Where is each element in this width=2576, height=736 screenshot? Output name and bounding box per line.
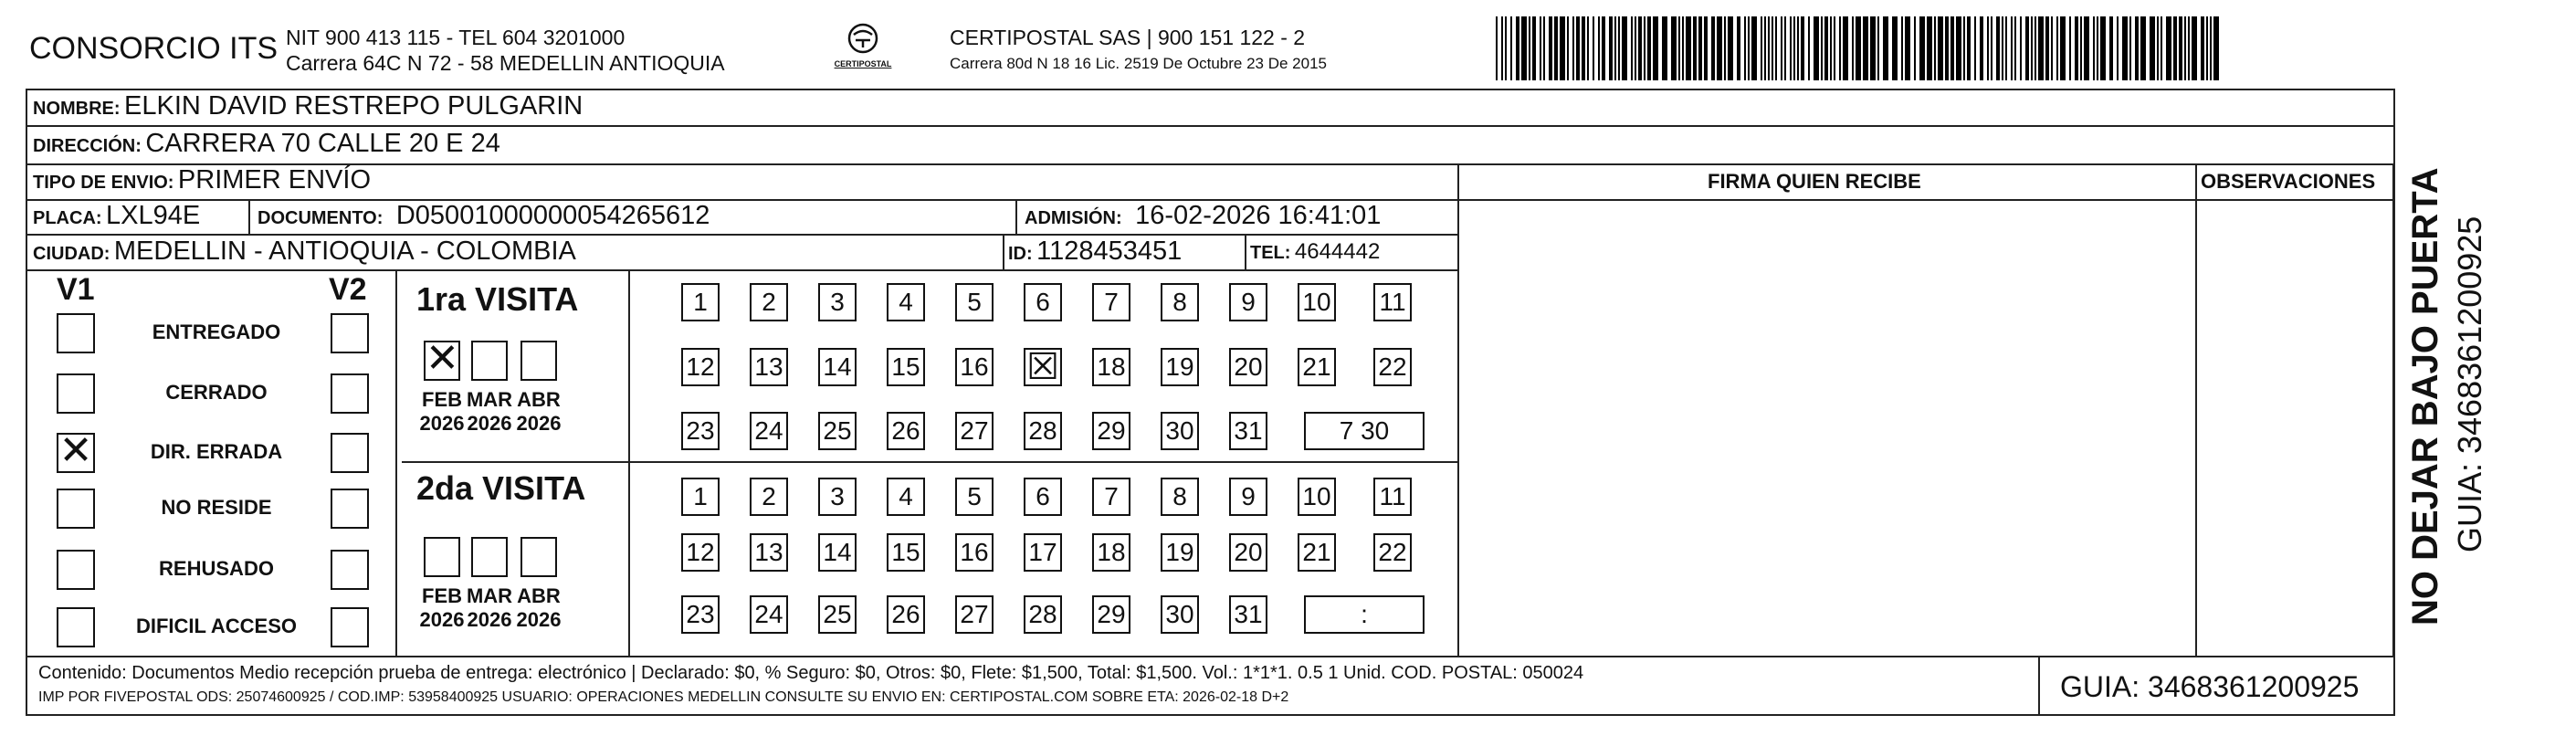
v2-checkbox[interactable] [331,373,369,414]
observaciones-label: OBSERVACIONES [2201,170,2376,193]
barcode-bar [2002,16,2003,80]
barcode-bar [1808,16,1810,80]
barcode-bar [1572,16,1574,80]
tel-label: TEL: [1250,243,1291,263]
day-box[interactable]: 3 [818,283,857,321]
day-box[interactable]: 31 [1229,412,1267,450]
day-box[interactable]: 29 [1092,595,1130,634]
firma-label: FIRMA QUIEN RECIBE [1708,170,1921,193]
day-box[interactable]: 31 [1229,595,1267,634]
year-label: 2026 [516,608,562,631]
barcode-bar [1662,16,1667,80]
year-label: 2026 [516,412,562,435]
month-checkbox[interactable] [520,341,557,381]
v2-checkbox[interactable] [331,607,369,647]
v2-checkbox[interactable] [331,433,369,473]
barcode-bar [1764,16,1766,80]
barcode-bar [2188,16,2190,80]
barcode-bar [1781,16,1782,80]
barcode-bar [1602,16,1605,80]
barcode-bar [2056,16,2058,80]
barcode-bar [2038,16,2044,80]
day-box[interactable]: 22 [1373,533,1412,572]
month-label: MAR [466,388,513,411]
time-box[interactable]: 7 30 [1304,412,1425,450]
day-box[interactable]: 15 [887,348,925,386]
barcode-bar [1991,16,1992,80]
barcode-bar [2140,16,2146,80]
barcode-bar [1905,16,1910,80]
visit2-title: 2da VISITA [416,469,586,507]
barcode-bar [1540,16,1541,80]
month-label: FEB [422,388,462,411]
barcode-bar [1834,16,1835,80]
barcode-bar [1638,16,1642,80]
day-box[interactable]: 10 [1298,283,1336,321]
barcode-bar [1824,16,1828,80]
carrier-line: CERTIPOSTAL SAS | 900 151 122 - 2 [950,26,1306,49]
barcode-bar [1529,16,1530,80]
day-box[interactable]: 19 [1161,348,1199,386]
day-box[interactable]: 11 [1373,478,1412,516]
postal-emblem-icon [843,22,883,55]
day-box[interactable]: 27 [955,595,994,634]
barcode-bar [2129,16,2131,80]
barcode-bar [2080,16,2082,80]
barcode-bar [1934,16,1936,80]
v1-checkbox[interactable] [57,313,95,353]
barcode-bar [2051,16,2053,80]
day-box[interactable]: 5 [955,478,994,516]
barcode-bar [1892,16,1898,80]
day-box[interactable]: 10 [1298,478,1336,516]
day-box[interactable]: 26 [887,412,925,450]
month-checkbox[interactable] [520,537,557,577]
day-box[interactable]: 11 [1373,283,1412,321]
admision-row [1025,201,1381,231]
barcode-bar [2166,16,2171,80]
barcode-bar [1521,16,1527,80]
barcode-bar [1801,16,1804,80]
carrier-address: Carrera 80d N 18 16 Lic. 2519 De Octubre 23 De 2015 [950,55,1327,72]
delivery-form-frame [26,89,2395,716]
barcode-bar [1852,16,1854,80]
barcode-bar [1784,16,1786,80]
company-address: Carrera 64C N 72 - 58 MEDELLIN ANTIOQUIA [286,51,725,75]
barcode-bar [1790,16,1792,80]
barcode-bar [1516,16,1519,80]
barcode-bar [2179,16,2182,80]
documento-row [258,201,710,231]
day-box[interactable]: 5 [955,283,994,321]
barcode-bar [1797,16,1799,80]
barcode-bar [2109,16,2113,80]
year-label: 2026 [467,608,512,631]
barcode-bar [1653,16,1658,80]
month-checkbox[interactable] [471,537,508,577]
nombre-row [33,91,583,121]
barcode-bar [2084,16,2089,80]
barcode-bar [1501,16,1503,80]
day-box[interactable]: 14 [818,533,857,572]
barcode-bar [2192,16,2197,80]
barcode-bar [2206,16,2208,80]
barcode-bar [1587,16,1589,80]
barcode-bar [1682,16,1684,80]
day-box[interactable]: 16 [955,348,994,386]
barcode-bar [2025,16,2029,80]
day-box[interactable]: 12 [681,348,720,386]
barcode-bar [1768,16,1770,80]
visit1-title: 1ra VISITA [416,280,579,318]
barcode-bar [2150,16,2155,80]
month-label: FEB [422,584,462,607]
barcode-bar [2011,16,2013,80]
nombre-value: ELKIN DAVID RESTREPO PULGARIN [124,91,584,121]
barcode-bar [1724,16,1726,80]
day-box[interactable]: 29 [1092,412,1130,450]
barcode-bar [1496,16,1498,80]
day-box[interactable]: 3 [818,478,857,516]
day-box[interactable]: 20 [1229,533,1267,572]
day-box[interactable]: 4 [887,283,925,321]
status-option-label: NO RESIDE [161,496,272,519]
tipo-envio-label: TIPO DE ENVIO: [33,173,174,193]
barcode-bar [1974,16,1976,80]
ciudad-label: CIUDAD: [33,244,110,264]
barcode-bar [1543,16,1545,80]
day-box[interactable]: 1 [681,283,720,321]
footer-guia: GUIA: 3468361200925 [2060,670,2360,703]
barcode-bar [1549,16,1552,80]
barcode-bar [1576,16,1580,80]
barcode-bar [1793,16,1795,80]
barcode-bar [1967,16,1971,80]
barcode-bar [1814,16,1819,80]
v1-checkbox[interactable] [57,550,95,590]
day-box[interactable]: 14 [818,348,857,386]
direccion-value: CARRERA 70 CALLE 20 E 24 [145,129,500,158]
month-label: ABR [517,584,561,607]
barcode-bar [2031,16,2033,80]
barcode-bar [1956,16,1961,80]
ciudad-value: MEDELLIN - ANTIOQUIA - COLOMBIA [113,237,576,266]
barcode-bar [1505,16,1507,80]
barcode-bar [2161,16,2162,80]
barcode-bar [1744,16,1746,80]
year-label: 2026 [467,412,512,435]
year-label: 2026 [419,608,465,631]
v1-checkbox[interactable] [57,607,95,647]
barcode-bar [1631,16,1633,80]
barcode-bar [1772,16,1773,80]
v2-checkbox[interactable] [331,313,369,353]
day-box[interactable]: 25 [818,412,857,450]
v2-checkbox[interactable] [331,550,369,590]
barcode-bar [2035,16,2036,80]
barcode-bar [1843,16,1848,80]
day-box[interactable]: 7 [1092,283,1130,321]
barcode-bar [2097,16,2098,80]
status-option-label: CERRADO [165,381,268,404]
id-label: ID: [1008,244,1033,264]
placa-row [33,201,200,231]
barcode-bar [1761,16,1762,80]
day-box[interactable]: 25 [818,595,857,634]
admision-label: ADMISIÓN: [1025,208,1122,228]
status-option-label: DIR. ERRADA [150,440,283,463]
status-option-label: DIFICIL ACCESO [135,615,297,637]
day-box[interactable]: 16 [955,533,994,572]
barcode-bar [2210,16,2212,80]
barcode-bar [2069,16,2071,80]
ciudad-row [33,237,576,267]
barcode-bar [2060,16,2066,80]
barcode-bar [1678,16,1680,80]
day-box[interactable]: 4 [887,478,925,516]
month-label: ABR [517,388,561,411]
v1-checkbox[interactable] [57,489,95,529]
day-box[interactable]: 28 [1024,595,1062,634]
footer-content-line: Contenido: Documentos Medio recepción prueba de entrega: electrónico | Declarado: $0, % Seguro: $0, Otros: $0, Flete: $1,500, Total: $1,500. Vol.: 1*1*1. 0.5 1 Unid. COD. POSTAL: 050024 [38,663,1584,683]
barcode-bar [1635,16,1636,80]
barcode-bar [1980,16,1983,80]
barcode-bar [2075,16,2078,80]
barcode-bar [2184,16,2186,80]
barcode-bar [1856,16,1861,80]
day-box[interactable]: 2 [750,478,788,516]
placa-label: PLACA: [33,208,102,228]
barcode-bar [1914,16,1916,80]
status-option-label: REHUSADO [159,557,274,580]
barcode-bar [1717,16,1722,80]
barcode-bar [1598,16,1600,80]
barcode-bar [1686,16,1691,80]
day-box[interactable]: 8 [1161,478,1199,516]
admision-value: 16-02-2026 16:41:01 [1135,201,1382,230]
checked-x-icon: ✕ [58,428,93,473]
barcode-bar [2045,16,2049,80]
barcode-bar [1647,16,1651,80]
day-box[interactable]: 6 [1024,283,1062,321]
barcode-bar [1963,16,1965,80]
day-box[interactable]: 26 [887,595,925,634]
day-box[interactable]: 23 [681,412,720,450]
barcode-bar [1560,16,1565,80]
day-box[interactable]: 24 [750,412,788,450]
documento-value: D05001000000054265612 [395,201,710,230]
direccion-label: DIRECCIÓN: [33,136,142,156]
v1-checkbox[interactable] [57,373,95,414]
company-nit: NIT 900 413 115 - TEL 604 3201000 [286,26,626,49]
barcode-bar [1711,16,1715,80]
barcode-bar [1877,16,1879,80]
day-box[interactable]: 30 [1161,595,1199,634]
barcode-bar [1593,16,1594,80]
company-name: CONSORCIO ITS [29,31,279,66]
barcode [1496,16,2222,80]
barcode-bar [1996,16,2000,80]
tipo-envio-row [33,165,371,195]
side-guia: GUIA: 3468361200925 [2451,216,2488,552]
day-box[interactable]: 6 [1024,478,1062,516]
direccion-row [33,129,500,159]
v2-label: V2 [329,272,367,307]
day-box[interactable]: 2 [750,283,788,321]
checked-x-icon: ✕ [426,336,459,381]
day-box[interactable]: 7 [1092,478,1130,516]
barcode-bar [1919,16,1925,80]
barcode-bar [1704,16,1708,80]
day-box[interactable]: 13 [750,348,788,386]
barcode-bar [1609,16,1613,80]
barcode-bar [2093,16,2095,80]
barcode-bar [2213,16,2219,80]
barcode-bar [2100,16,2106,80]
placa-value: LXL94E [106,201,201,230]
barcode-bar [1945,16,1949,80]
barcode-bar [1567,16,1569,80]
footer-print-line: IMP POR FIVEPOSTAL ODS: 25074600925 / COD.IMP: 53958400925 USUARIO: OPERACIONES MEDELLIN CONSULTE SU ENVIO EN: CERTIPOSTAL.COM SOBRE ETA: 2026-02-18 D+2 [38,689,1289,705]
day-box[interactable]: 17 [1024,533,1062,572]
day-box[interactable]: 18 [1092,348,1130,386]
barcode-bar [1622,16,1627,80]
checked-day-x-icon: ☒ [1026,347,1059,387]
day-box[interactable]: 18 [1092,533,1130,572]
barcode-bar [1987,16,1989,80]
barcode-bar [1554,16,1558,80]
barcode-bar [1671,16,1677,80]
day-box[interactable]: 22 [1373,348,1412,386]
status-option-label: ENTREGADO [152,321,281,343]
barcode-bar [1938,16,1943,80]
id-row [1008,237,1182,267]
time-box[interactable]: : [1304,595,1425,634]
v1-label: V1 [57,272,95,307]
barcode-bar [1748,16,1750,80]
day-box[interactable] [1024,348,1062,386]
barcode-bar [2020,16,2022,80]
barcode-bar [1863,16,1868,80]
day-box[interactable]: 12 [681,533,720,572]
barcode-bar [1950,16,1954,80]
day-box[interactable]: 21 [1298,533,1336,572]
barcode-bar [2122,16,2128,80]
month-checkbox[interactable] [424,336,460,381]
side-warning: NO DEJAR BAJO PUERTA [2405,167,2445,626]
day-box[interactable]: 19 [1161,533,1199,572]
tel-row [1250,239,1380,265]
tel-value: 4644442 [1294,239,1381,264]
barcode-bar [2005,16,2007,80]
id-value: 1128453451 [1036,237,1183,266]
v1-checkbox[interactable] [57,428,95,473]
day-box[interactable]: 8 [1161,283,1199,321]
barcode-bar [1698,16,1702,80]
tipo-envio-value: PRIMER ENVÍO [177,165,372,195]
barcode-bar [1618,16,1620,80]
day-box[interactable]: 28 [1024,412,1062,450]
barcode-bar [1927,16,1932,80]
day-box[interactable]: 27 [955,412,994,450]
barcode-bar [1901,16,1903,80]
day-box[interactable]: 30 [1161,412,1199,450]
barcode-bar [1582,16,1585,80]
day-box[interactable]: 9 [1229,478,1267,516]
barcode-bar [1510,16,1512,80]
barcode-bar [1870,16,1876,80]
day-box[interactable]: 9 [1229,283,1267,321]
day-box[interactable]: 21 [1298,348,1336,386]
barcode-bar [1751,16,1757,80]
documento-label: DOCUMENTO: [258,208,384,228]
day-box[interactable]: 15 [887,533,925,572]
barcode-bar [1737,16,1740,80]
barcode-bar [1693,16,1697,80]
barcode-bar [1839,16,1841,80]
barcode-bar [1883,16,1888,80]
barcode-bar [2173,16,2177,80]
year-label: 2026 [419,412,465,435]
v2-checkbox[interactable] [331,489,369,529]
barcode-bar [2201,16,2204,80]
barcode-bar [1614,16,1616,80]
barcode-bar [1532,16,1536,80]
month-label: MAR [466,584,513,607]
day-box[interactable]: 20 [1229,348,1267,386]
barcode-bar [2117,16,2119,80]
barcode-bar [2135,16,2139,80]
barcode-bar [1830,16,1832,80]
barcode-bar [2157,16,2159,80]
month-checkbox[interactable] [424,537,460,577]
barcode-bar [1775,16,1777,80]
day-box[interactable]: 13 [750,533,788,572]
month-checkbox[interactable] [471,341,508,381]
barcode-bar [2014,16,2016,80]
day-box[interactable]: 1 [681,478,720,516]
nombre-label: NOMBRE: [33,99,121,119]
day-box[interactable]: 24 [750,595,788,634]
barcode-bar [1644,16,1645,80]
day-box[interactable]: 23 [681,595,720,634]
barcode-bar [1821,16,1823,80]
logo-text: CERTIPOSTAL [834,59,892,68]
certipostal-logo [817,22,909,75]
barcode-bar [1728,16,1733,80]
